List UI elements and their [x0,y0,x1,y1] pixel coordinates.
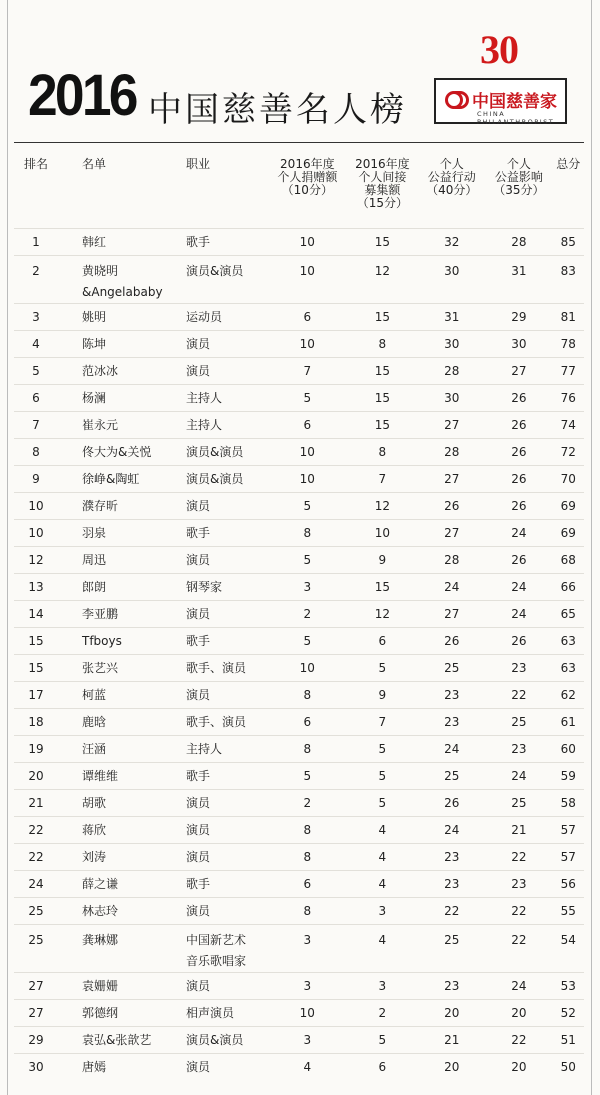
cell-job: 演员 [186,364,211,378]
cell-job: 演员&演员 [186,445,244,459]
table-row [14,654,584,681]
cell-donation: 3 [303,932,312,947]
cell-donation: 8 [303,525,312,540]
cell-total: 55 [560,903,576,918]
cell-total: 74 [560,417,576,432]
cell-action: 25 [444,768,460,783]
cell-action: 21 [444,1032,460,1047]
cell-rank: 13 [28,579,44,594]
cell-raised: 7 [378,714,387,729]
cell-rank: 27 [28,1005,44,1020]
cell-total: 57 [560,822,576,837]
cell-action: 23 [444,849,460,864]
anniversary-number: 30 [480,27,518,72]
cell-donation: 3 [303,579,312,594]
cell-rank: 10 [28,498,44,513]
cell-donation: 6 [303,309,312,324]
cell-total: 78 [560,336,576,351]
cell-name: 薛之谦 [82,877,119,891]
cell-donation: 7 [303,363,312,378]
cell-total: 56 [560,876,576,891]
cell-rank: 27 [28,978,44,993]
cell-donation: 10 [299,234,315,249]
table-row [14,573,584,600]
table-row [14,843,584,870]
cell-job: 钢琴家 [186,580,223,594]
cell-influence: 31 [511,263,527,278]
title-year: 2016 [28,63,136,128]
cell-rank: 21 [28,795,44,810]
cell-action: 23 [444,876,460,891]
cell-action: 32 [444,234,460,249]
cell-action: 23 [444,978,460,993]
cell-raised: 4 [378,876,387,891]
cell-total: 72 [560,444,576,459]
cell-name: Tfboys [82,633,122,648]
cell-donation: 10 [299,471,315,486]
cell-total: 76 [560,390,576,405]
cell-name: 崔永元 [82,418,119,432]
cell-influence: 24 [511,978,527,993]
cell-name: 杨澜 [82,391,107,405]
cell-influence: 23 [511,876,527,891]
cell-action: 27 [444,417,460,432]
cell-name: 鹿晗 [82,715,107,729]
cell-name: 濮存昕 [82,499,119,513]
cell-influence: 25 [511,795,527,810]
cell-rank: 17 [28,687,44,702]
cell-influence: 24 [511,579,527,594]
cell-job: 歌手 [186,877,211,891]
cell-total: 57 [560,849,576,864]
cell-raised: 3 [378,978,387,993]
cell-job: 演员 [186,796,211,810]
table-row [14,1026,584,1053]
cell-influence: 29 [511,309,527,324]
cell-action: 22 [444,903,460,918]
cell-raised: 5 [378,660,387,675]
cell-job: 演员 [186,553,211,567]
cell-donation: 8 [303,741,312,756]
cell-action: 28 [444,552,460,567]
cell-raised: 3 [378,903,387,918]
cell-rank: 2 [32,263,40,278]
cell-raised: 2 [378,1005,387,1020]
cell-rank: 20 [28,768,44,783]
cell-rank: 18 [28,714,44,729]
cell-rank: 24 [28,876,44,891]
cell-raised: 5 [378,795,387,810]
cell-action: 27 [444,525,460,540]
cell-raised: 12 [374,263,391,278]
cell-action: 30 [444,336,460,351]
cell-total: 62 [560,687,576,702]
cell-job: 主持人 [186,742,223,756]
cell-job: 演员 [186,904,211,918]
table-row [14,546,584,573]
cell-action: 23 [444,714,460,729]
cell-job: 相声演员 [186,1006,235,1020]
cell-action: 20 [444,1005,460,1020]
table-row [14,816,584,843]
cell-name: 胡歌 [82,796,107,810]
cell-total: 61 [560,714,576,729]
cell-action: 30 [444,263,460,278]
cell-rank: 3 [32,309,40,324]
cell-influence: 24 [511,768,527,783]
cell-rank: 14 [28,606,44,621]
cell-raised: 12 [374,498,391,513]
cell-influence: 26 [511,498,527,513]
table-row [14,465,584,492]
cell-action: 27 [444,471,460,486]
table-row [14,330,584,357]
cell-rank: 30 [28,1059,44,1074]
cell-donation: 10 [299,660,315,675]
cell-rank: 25 [28,932,44,947]
cell-action: 24 [444,579,460,594]
cell-name: 徐峥&陶虹 [82,472,140,486]
cell-raised: 10 [374,525,391,540]
cell-action: 28 [444,363,460,378]
col-header-rank: 排名 [23,157,48,171]
cell-raised: 8 [378,444,387,459]
cell-name: 陈坤 [82,337,107,351]
page-title: 中国慈善名人榜 [148,90,407,130]
cell-donation: 10 [299,336,315,351]
cell-influence: 20 [511,1005,527,1020]
cell-influence: 22 [511,687,527,702]
cell-raised: 6 [378,633,387,648]
table-row [14,972,584,999]
cell-job: 主持人 [186,418,223,432]
cell-job: 中国新艺术 音乐歌唱家 [186,932,247,968]
table-row [14,897,584,924]
ranking-table [14,158,584,1080]
cell-job: 歌手 [186,769,211,783]
cell-action: 25 [444,932,460,947]
cell-raised: 6 [378,1059,387,1074]
cell-donation: 2 [303,606,312,621]
table-row [14,762,584,789]
cell-donation: 10 [299,444,315,459]
cell-donation: 2 [303,795,312,810]
cell-donation: 6 [303,714,312,729]
cell-name: 蒋欣 [82,823,107,837]
table-row [14,384,584,411]
cell-raised: 15 [374,417,391,432]
table-row [14,255,584,303]
china-philanthropist-logo [434,78,567,124]
cell-name: 李亚鹏 [82,607,119,621]
cell-action: 24 [444,822,460,837]
cell-job: 演员&演员 [186,472,244,486]
cell-rank: 6 [32,390,40,405]
cell-total: 70 [560,471,576,486]
cell-job: 演员 [186,499,211,513]
cell-job: 歌手 [186,634,211,648]
cell-influence: 26 [511,417,527,432]
cell-influence: 26 [511,552,527,567]
table-row [14,303,584,330]
cell-influence: 25 [511,714,527,729]
cell-donation: 5 [303,390,312,405]
cell-total: 66 [560,579,576,594]
cell-total: 83 [560,263,576,278]
cell-action: 26 [444,795,460,810]
cell-influence: 26 [511,633,527,648]
table-header-row [14,158,584,228]
cell-action: 31 [444,309,460,324]
cell-total: 59 [560,768,576,783]
cell-total: 52 [560,1005,576,1020]
cell-name: 张艺兴 [82,661,119,675]
cell-donation: 8 [303,903,312,918]
cell-rank: 12 [28,552,44,567]
cell-rank: 25 [28,903,44,918]
cell-name: 韩红 [82,235,107,249]
table-row [14,357,584,384]
col-header-job: 职业 [186,157,211,171]
cell-donation: 5 [303,633,312,648]
table-row [14,438,584,465]
cell-job: 歌手、演员 [186,715,247,729]
cell-influence: 22 [511,849,527,864]
cell-rank: 15 [28,660,44,675]
cell-total: 69 [560,525,576,540]
cell-name: 林志玲 [82,904,119,918]
table-row [14,924,584,972]
cell-donation: 5 [303,768,312,783]
cell-total: 58 [560,795,576,810]
cell-donation: 3 [303,978,312,993]
table-row [14,600,584,627]
cell-influence: 23 [511,741,527,756]
col-header-donation: 2016年度 个人捐赠额 （10分） [277,157,338,197]
cell-name: 谭维维 [82,769,119,783]
cell-total: 53 [560,978,576,993]
cell-total: 63 [560,633,576,648]
cell-name: 羽泉 [82,526,107,540]
cell-action: 23 [444,687,460,702]
table-row [14,519,584,546]
cell-raised: 4 [378,822,387,837]
cell-influence: 24 [511,606,527,621]
cell-influence: 26 [511,444,527,459]
cell-rank: 15 [28,633,44,648]
cell-donation: 3 [303,1032,312,1047]
table-row [14,789,584,816]
col-header-raised: 2016年度 个人间接 募集额 （15分） [355,157,410,210]
cell-name: 范冰冰 [82,364,119,378]
cell-action: 20 [444,1059,460,1074]
logo-mark-icon [455,91,469,109]
cell-total: 81 [560,309,576,324]
cell-name: 黄晓明 &Angelababy [82,263,163,299]
cell-rank: 10 [28,525,44,540]
cell-total: 69 [560,498,576,513]
cell-influence: 30 [511,336,527,351]
cell-donation: 6 [303,876,312,891]
cell-raised: 5 [378,1032,387,1047]
cell-total: 54 [560,932,576,947]
cell-action: 26 [444,633,460,648]
logo-subtext: CHINA PHILANTHROPIST [477,110,555,126]
cell-name: 柯蓝 [82,688,107,702]
cell-raised: 4 [378,932,387,947]
table-row [14,735,584,762]
header-divider [14,142,584,143]
cell-rank: 29 [28,1032,44,1047]
cell-raised: 7 [378,471,387,486]
cell-name: 刘涛 [82,850,107,864]
table-row [14,228,584,255]
cell-job: 演员 [186,850,211,864]
col-header-action: 个人 公益行动 （40分） [426,157,478,197]
cell-name: 袁姗姗 [82,979,119,993]
cell-donation: 5 [303,498,312,513]
cell-name: 姚明 [82,310,107,324]
cell-influence: 26 [511,390,527,405]
cell-name: 唐嫣 [82,1060,107,1075]
table-row [14,627,584,654]
cell-rank: 19 [28,741,44,756]
col-header-name: 名单 [82,157,107,171]
cell-name: 郭德纲 [82,1006,119,1020]
cell-name: 汪涵 [82,742,107,756]
table-row [14,681,584,708]
cell-raised: 15 [374,579,391,594]
cell-action: 24 [444,741,460,756]
table-row [14,1053,584,1080]
cell-total: 51 [560,1032,576,1047]
cell-influence: 22 [511,903,527,918]
cell-raised: 8 [378,336,387,351]
cell-influence: 22 [511,1032,527,1047]
cell-job: 主持人 [186,391,223,405]
cell-total: 65 [560,606,576,621]
cell-raised: 9 [378,552,387,567]
cell-job: 运动员 [186,310,223,324]
cell-rank: 8 [32,444,40,459]
cell-influence: 20 [511,1059,527,1074]
cell-total: 68 [560,552,576,567]
cell-job: 演员 [186,979,211,993]
cell-job: 演员 [186,688,211,702]
cell-rank: 4 [32,336,40,351]
cell-total: 85 [560,234,576,249]
cell-total: 63 [560,660,576,675]
cell-name: 郎朗 [82,580,107,594]
cell-rank: 7 [32,417,40,432]
cell-donation: 8 [303,822,312,837]
table-row [14,492,584,519]
cell-job: 歌手、演员 [186,661,247,675]
cell-job: 演员 [186,337,211,351]
cell-name: 龚琳娜 [82,932,119,947]
cell-raised: 5 [378,741,387,756]
cell-job: 演员 [186,607,211,621]
cell-total: 50 [560,1059,576,1074]
cell-raised: 5 [378,768,387,783]
cell-raised: 12 [374,606,391,621]
cell-rank: 5 [32,363,40,378]
cell-influence: 21 [511,822,527,837]
cell-influence: 23 [511,660,527,675]
cell-influence: 24 [511,525,527,540]
cell-influence: 22 [511,932,527,947]
cell-raised: 15 [374,309,391,324]
cell-total: 77 [560,363,576,378]
table-row [14,870,584,897]
cell-influence: 27 [511,363,527,378]
cell-name: 佟大为&关悦 [82,445,152,459]
table-row [14,708,584,735]
table-row [14,411,584,438]
cell-influence: 26 [511,471,527,486]
cell-rank: 9 [32,471,40,486]
logo-text: 中国慈善家 [472,92,557,112]
cell-name: 袁弘&张歆艺 [82,1033,152,1047]
cell-donation: 8 [303,849,312,864]
cell-action: 28 [444,444,460,459]
cell-raised: 15 [374,363,391,378]
cell-rank: 22 [28,822,44,837]
cell-raised: 9 [378,687,387,702]
cell-action: 27 [444,606,460,621]
col-header-influence: 个人 公益影响 （35分） [493,157,545,197]
cell-donation: 8 [303,687,312,702]
cell-raised: 4 [378,849,387,864]
cell-rank: 1 [32,234,40,249]
cell-action: 26 [444,498,460,513]
cell-name: 周迅 [82,553,107,567]
cell-job: 演员&演员 [186,1033,244,1047]
cell-job: 歌手 [186,235,211,249]
cell-job: 演员&演员 [186,263,244,278]
cell-donation: 4 [303,1059,312,1074]
cell-donation: 10 [299,1005,315,1020]
cell-raised: 15 [374,234,391,249]
cell-rank: 22 [28,849,44,864]
cell-job: 歌手 [186,526,211,540]
table-row [14,999,584,1026]
cell-action: 25 [444,660,460,675]
cell-job: 演员 [186,1060,211,1075]
col-header-total: 总分 [556,157,581,171]
cell-total: 60 [560,741,576,756]
cell-raised: 15 [374,390,391,405]
cell-influence: 28 [511,234,527,249]
cell-donation: 10 [299,263,315,278]
cell-donation: 5 [303,552,312,567]
cell-action: 30 [444,390,460,405]
cell-job: 演员 [186,823,211,837]
cell-donation: 6 [303,417,312,432]
